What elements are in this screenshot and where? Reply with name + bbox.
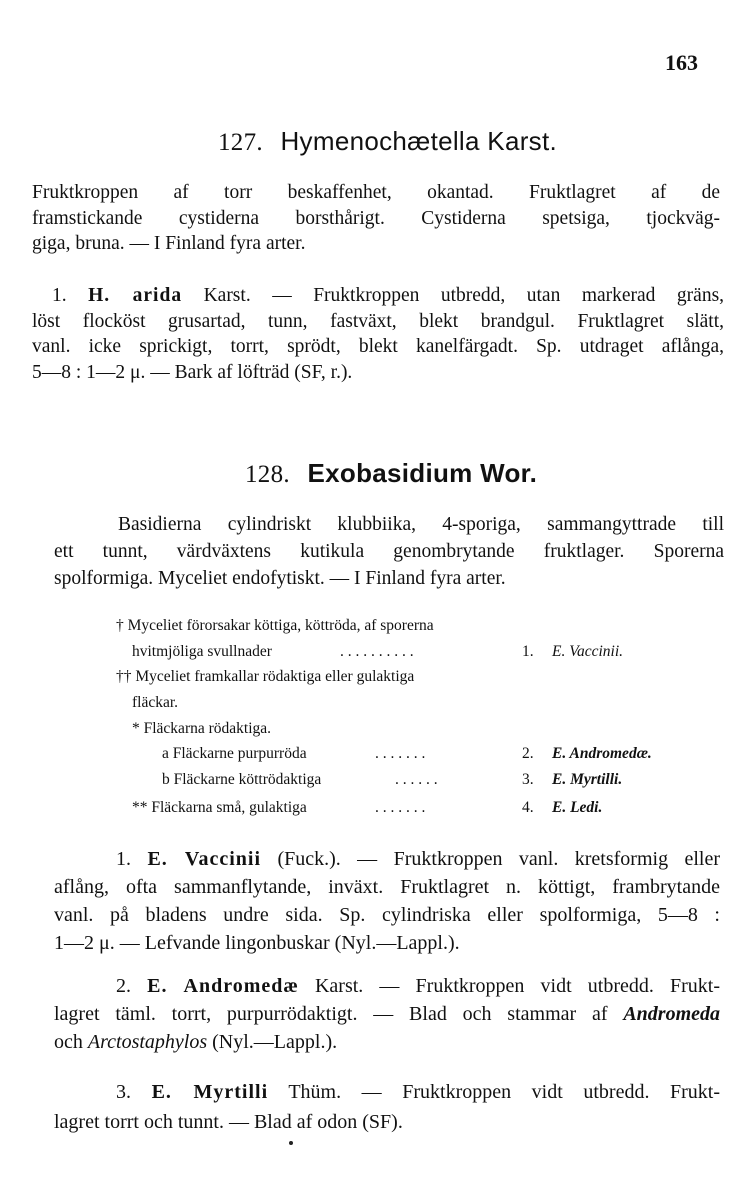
species-line xyxy=(54,1077,720,1107)
species-line: vanl. icke sprickigt, torrt, sprödt, blekt kanelfärgadt. Sp. utdraget aflånga, xyxy=(32,336,724,357)
key-line-3: †† Myceliet framkallar rödaktiga eller gulaktiga xyxy=(116,668,415,685)
key-dots: . . . . . . . xyxy=(375,799,426,816)
key-line-8: ** Fläckarna små, gulaktiga xyxy=(132,799,307,816)
species-line: aflång, ofta sammanflytande, inväxt. Fruktlagret n. köttigt, frambrytande xyxy=(54,876,720,898)
species-line: lagret torrt och tunnt. — Blad af odon (SF). xyxy=(54,1111,403,1133)
species-line xyxy=(54,845,720,873)
intro-line: giga, bruna. — I Finland fyra arter. xyxy=(32,233,306,254)
species-name: E. Vaccinii xyxy=(147,848,261,870)
intro-line: Basidierna cylindriskt klubbiika, 4-sporiga, sammangyttrade till xyxy=(118,514,724,535)
species-desc: — Fruktkroppen utbredd, utan markerad gräns, xyxy=(272,285,725,306)
species-desc: (Nyl.—Lappl.). xyxy=(212,1031,338,1053)
host-genus: Arctostaphylos xyxy=(87,1031,208,1053)
host-genus: Andromeda xyxy=(623,1003,721,1025)
key-line-4: fläckar. xyxy=(132,694,179,711)
species-line xyxy=(32,283,724,309)
species-e-vaccinii xyxy=(54,845,720,957)
key-species: E. Myrtilli. xyxy=(552,771,623,788)
species-name: H. arida xyxy=(88,285,183,306)
key-species: E. Andromedæ. xyxy=(552,745,652,762)
section-128-title: Exobasidium Wor. xyxy=(307,458,538,488)
key-num: 3. xyxy=(522,771,534,788)
species-line xyxy=(54,972,720,1000)
species-number: 2. xyxy=(116,975,131,997)
species-number: 3. xyxy=(116,1081,131,1103)
species-line: vanl. på bladens undre sida. Sp. cylindriska eller spolformiga, 5—8 : xyxy=(54,904,720,926)
key-dots: . . . . . . . . . . xyxy=(340,643,414,660)
species-line: 1—2 μ. — Lefvande lingonbuskar (Nyl.—Lappl.). xyxy=(54,932,460,954)
species-desc: (Fuck.). — Fruktkroppen vanl. kretsformig eller xyxy=(277,848,721,870)
print-speck xyxy=(289,1141,293,1145)
key-line-2: hvitmjöliga svullnader xyxy=(132,643,272,660)
intro-line: ett tunnt, värdväxtens kutikula genombrytande fruktlager. Sporerna xyxy=(54,541,724,562)
key-num: 4. xyxy=(522,799,534,816)
species-line xyxy=(54,1000,720,1028)
key-num: 2. xyxy=(522,745,534,762)
species-desc: lagret täml. torrt, purpurrödaktigt. — Blad och stammar af xyxy=(54,1003,608,1025)
section-128-heading xyxy=(245,458,537,489)
key-species: E. Ledi. xyxy=(552,799,603,816)
key-line-1: † Myceliet förorsakar köttiga, köttröda, af sporerna xyxy=(116,617,434,634)
key-line-7: b Fläckarne köttrödaktiga xyxy=(162,771,322,788)
species-line: löst flocköst grusartad, tunn, fastväxt, blekt brandgul. Fruktlagret slätt, xyxy=(32,310,724,332)
species-desc: och xyxy=(54,1031,83,1053)
species-e-myrtilli xyxy=(54,1077,720,1137)
section-127-intro xyxy=(32,180,720,257)
page-number: 163 xyxy=(665,50,698,75)
key-num: 1. xyxy=(522,643,534,660)
section-128-number: 128. xyxy=(245,461,290,488)
species-line: 5—8 : 1—2 μ. — Bark af löfträd (SF, r.). xyxy=(32,361,353,383)
species-desc: Karst. — Fruktkroppen vidt utbredd. Frukt- xyxy=(314,975,721,997)
section-128-intro xyxy=(54,511,724,592)
species-h-arida xyxy=(32,283,724,385)
key-dots: . . . . . . xyxy=(395,771,438,788)
species-line xyxy=(54,1028,720,1056)
species-author: Karst. xyxy=(203,285,251,306)
key-line-5: * Fläckarna rödaktiga. xyxy=(132,720,272,737)
key-species: E. Vaccinii. xyxy=(552,643,624,660)
key-dots: . . . . . . . xyxy=(375,745,426,762)
species-name: E. Andromedæ xyxy=(147,975,299,997)
section-127-number: 127. xyxy=(218,129,263,156)
species-desc: Thüm. — Fruktkroppen vidt utbredd. Frukt- xyxy=(288,1081,721,1103)
species-e-andromedae xyxy=(54,972,720,1056)
intro-line: Fruktkroppen af torr beskaffenhet, okantad. Fruktlagret af de xyxy=(32,182,720,203)
intro-line: spolformiga. Myceliet endofytiskt. — I Finland fyra arter. xyxy=(54,568,506,589)
section-127-heading xyxy=(218,126,557,157)
section-127-title: Hymenochætella Karst. xyxy=(280,126,558,156)
species-number: 1. xyxy=(52,285,67,306)
key-line-6: a Fläckarne purpurröda xyxy=(162,745,307,762)
intro-line: framstickande cystiderna borsthårigt. Cystiderna spetsiga, tjockväg- xyxy=(32,207,720,229)
species-name: E. Myrtilli xyxy=(151,1081,269,1103)
species-number: 1. xyxy=(116,848,131,870)
